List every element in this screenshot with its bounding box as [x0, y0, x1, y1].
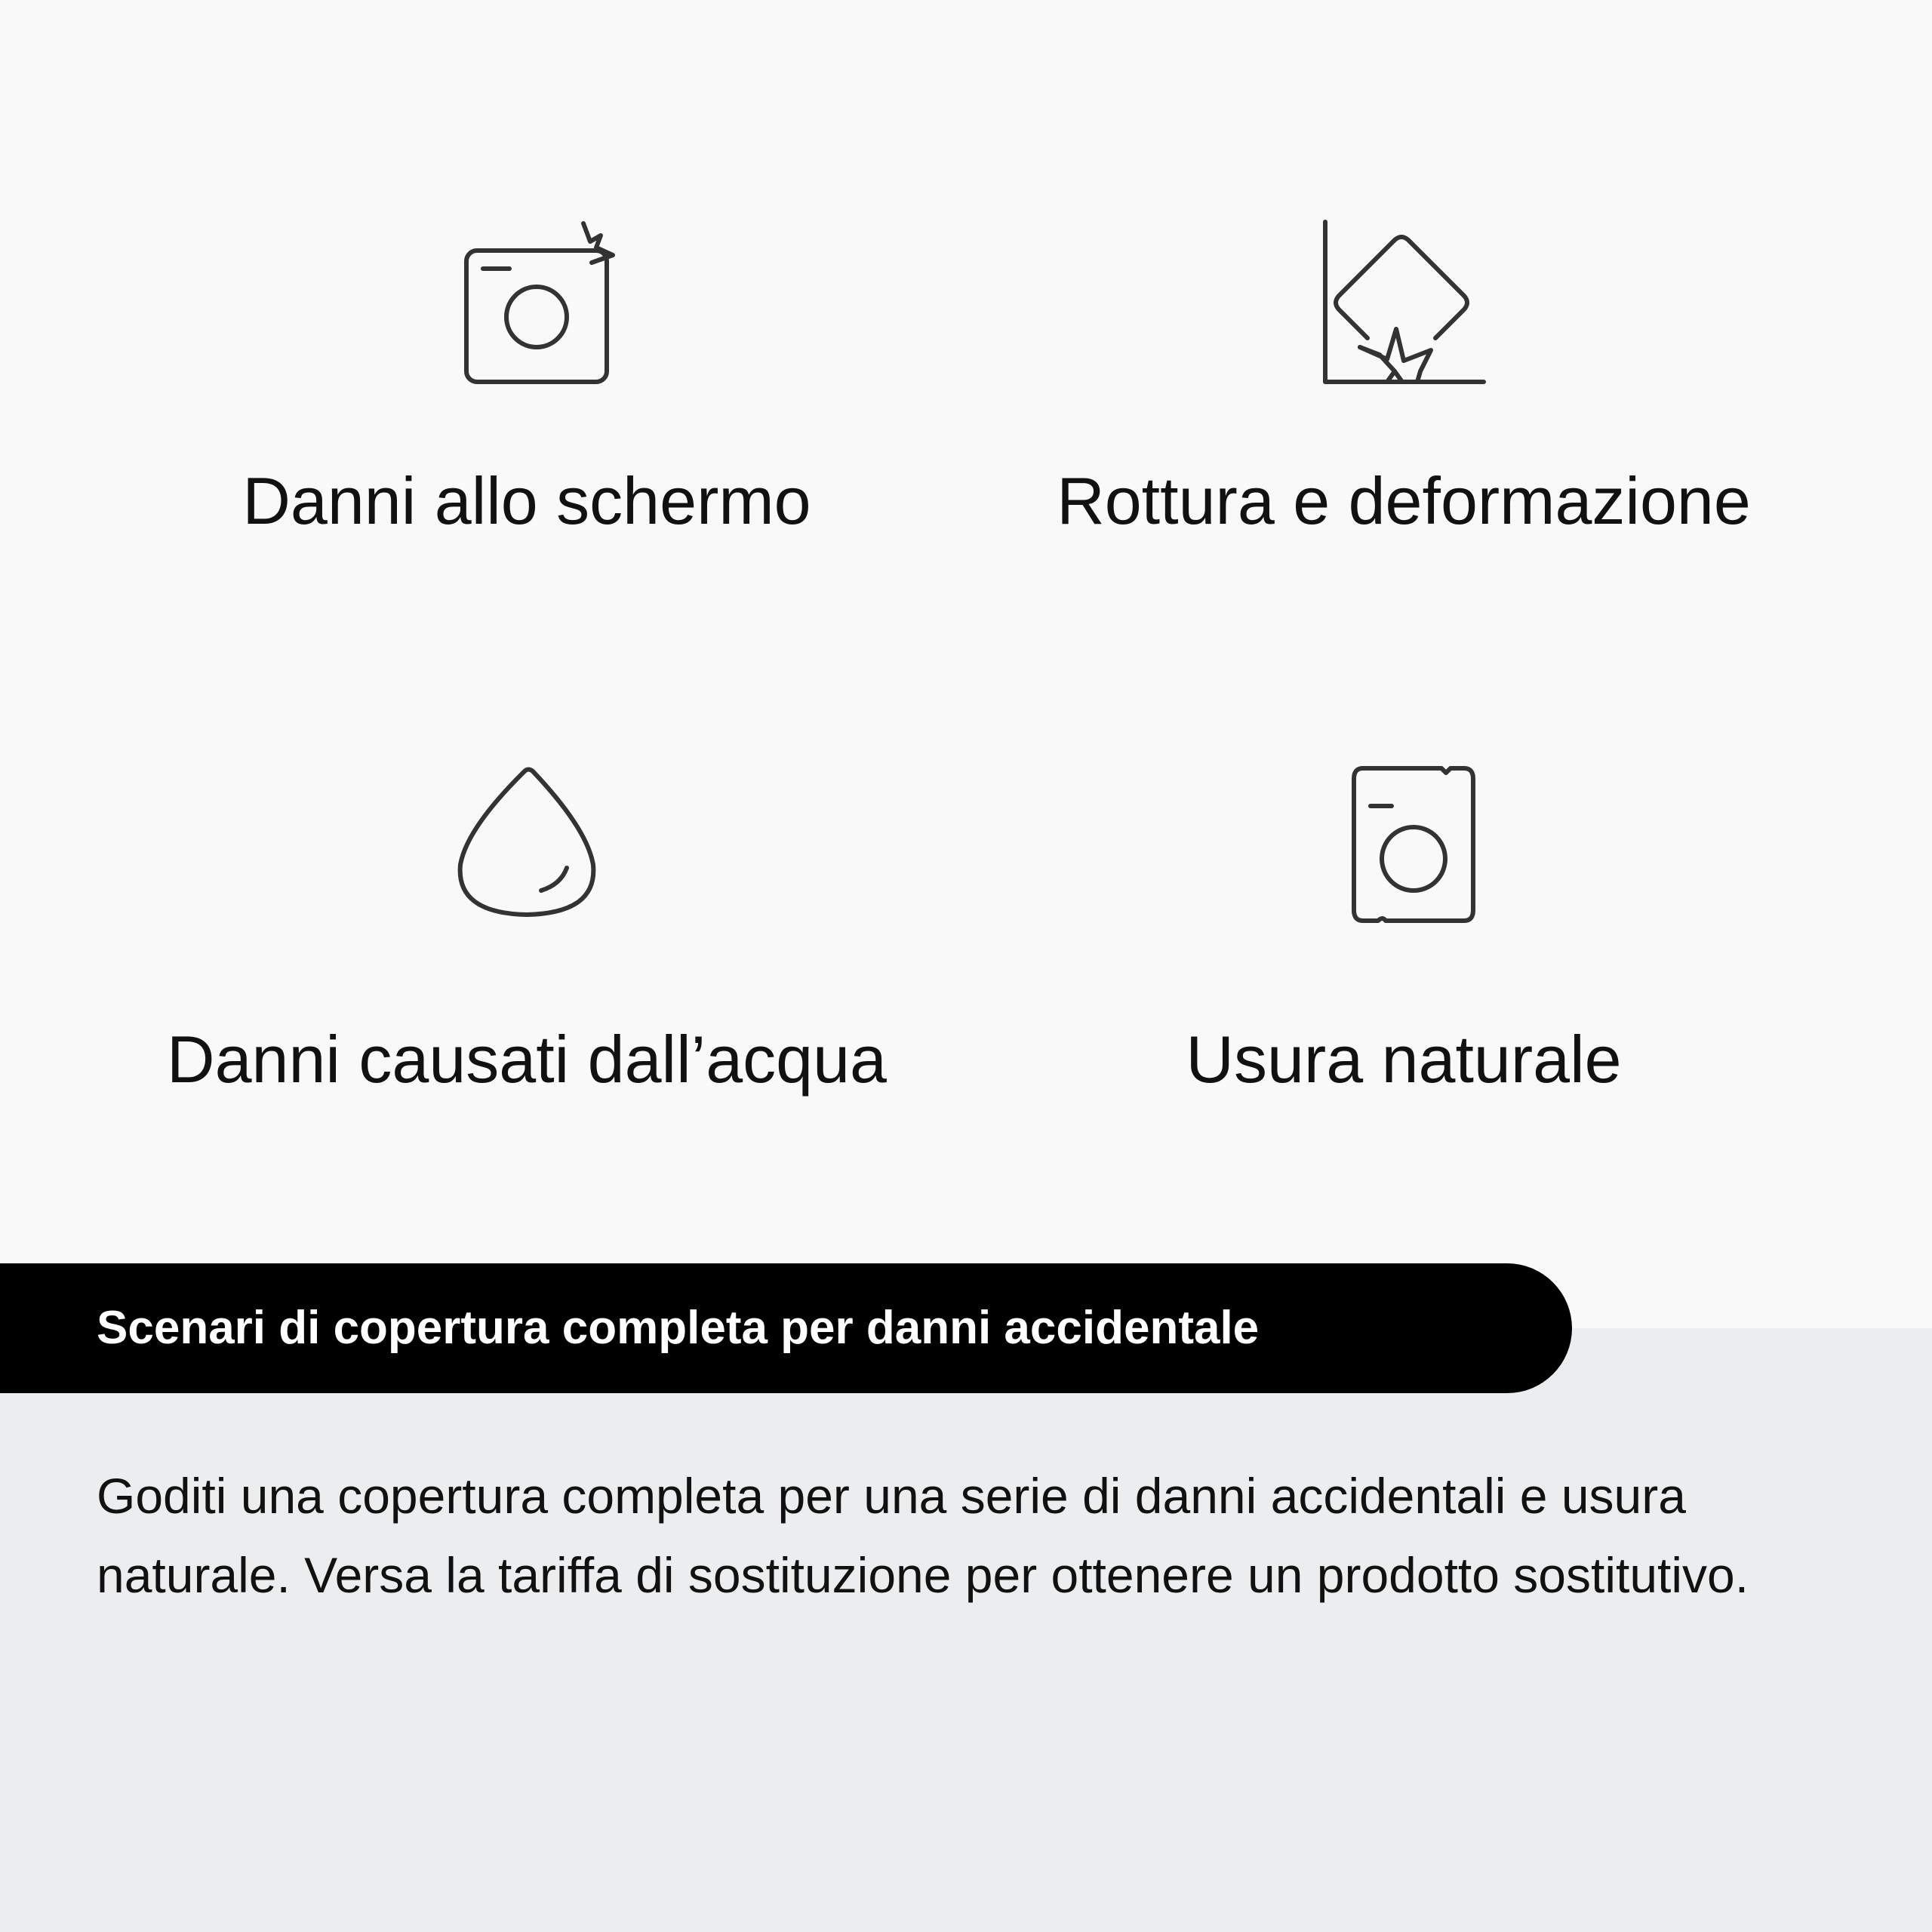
- feature-label: Usura naturale: [1186, 1022, 1622, 1097]
- feature-breakage: [989, 211, 1819, 558]
- banner-title: Scenari di copertura completa per danni accidentale: [97, 1302, 1260, 1354]
- worn-screen-icon: [1313, 755, 1494, 936]
- feature-label: Danni causati dall’acqua: [167, 1022, 887, 1097]
- feature-label: Danni allo schermo: [242, 463, 811, 538]
- feature-screen-damage: [112, 211, 942, 558]
- coverage-banner: [0, 1263, 1572, 1393]
- coverage-description: Goditi una copertura completa per una serie di danni accidentali e usura naturale. Versa la tariffa di sostituzione per ottenere un prodotto sostitutivo.: [97, 1468, 1749, 1603]
- cracked-screen-icon: [436, 211, 617, 392]
- feature-natural-wear: [989, 755, 1819, 1102]
- feature-water-damage: [112, 755, 942, 1102]
- feature-label: Rottura e deformazione: [1057, 463, 1751, 538]
- broken-corner-icon: [1313, 211, 1494, 392]
- water-drop-icon: [436, 755, 617, 936]
